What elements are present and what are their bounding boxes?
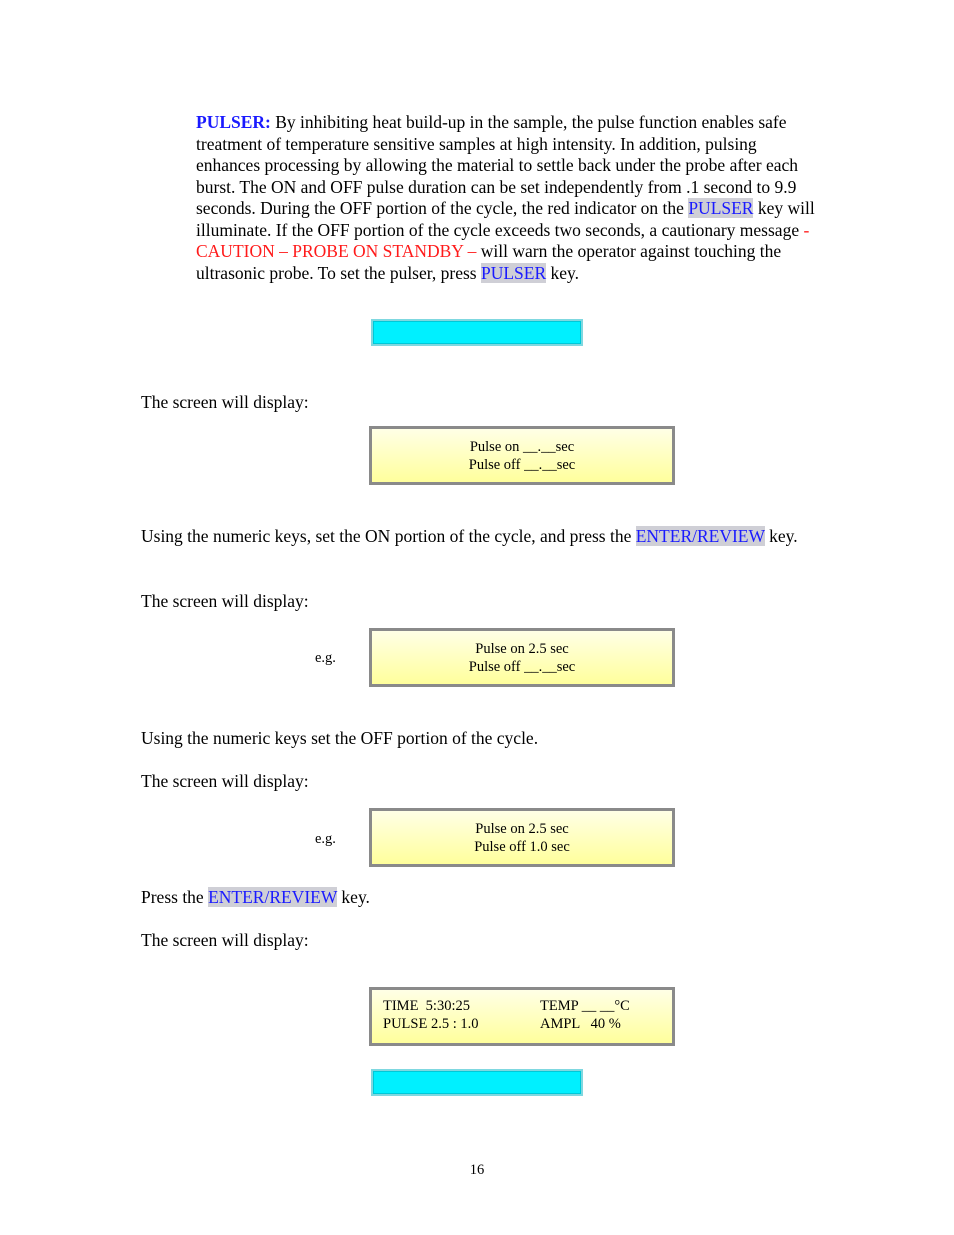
lcd1-line-2: Pulse off __.__sec	[468, 457, 576, 473]
enter-review-key-ref-1: ENTER/REVIEW	[635, 526, 765, 546]
lcd-display-3	[369, 808, 675, 867]
eg-label-2: e.g.	[315, 831, 336, 847]
instruction-set-on	[141, 526, 821, 548]
press-enter-text-2: key.	[337, 887, 370, 907]
press-enter-text-1: Press the	[141, 887, 209, 907]
page-number: 16	[469, 1162, 485, 1178]
lcd4-time: TIME 5:30:25	[383, 998, 470, 1014]
caution-message: - CAUTION – PROBE ON STANDBY –	[196, 219, 810, 261]
pulser-heading: PULSER:	[196, 112, 271, 132]
lcd4-pulse: PULSE 2.5 : 1.0	[383, 1016, 479, 1032]
screen-display-label-4: The screen will display:	[141, 930, 309, 950]
pulser-text-4: key.	[546, 262, 580, 283]
press-enter-instruction	[141, 887, 370, 909]
pulser-text-2: key will illuminate. If the OFF portion of the cycle exceeds two seconds, a cautionary message	[196, 198, 815, 240]
enter-review-key-ref-2: ENTER/REVIEW	[208, 887, 338, 907]
lcd4-temp: TEMP __ __°C	[540, 998, 630, 1014]
lcd2-line-2: Pulse off __.__sec	[468, 659, 576, 675]
pulser-text-1: By inhibiting heat build-up in the sample, the pulse function enables safe treatment of temperature sensitive samples at high intensity. In addition, pulsing enhances processing by allowing the material to settle back under the probe after each burst. The ON and OFF pulse duration can be set independently from .1 second to 9.9 seconds. During the OFF portion of the cycle, the red indicator on the	[196, 112, 799, 218]
pulser-description	[196, 112, 816, 284]
lcd3-line-1: Pulse on 2.5 sec	[475, 821, 569, 837]
screen-display-label-3: The screen will display:	[141, 771, 309, 791]
screen-display-label-1: The screen will display:	[141, 392, 309, 412]
lcd2-line-1: Pulse on 2.5 sec	[475, 641, 569, 657]
enter-review-key-graphic[interactable]	[371, 1069, 583, 1096]
lcd3-line-2: Pulse off 1.0 sec	[474, 839, 570, 855]
screen-display-label-2: The screen will display:	[141, 591, 309, 611]
pulser-text-3: will warn the operator against touching the ultrasonic probe. To set the pulser, press	[196, 241, 782, 283]
lcd-display-2	[369, 628, 675, 687]
pulser-key-ref-2: PULSER	[480, 262, 547, 283]
eg-label-1: e.g.	[315, 650, 336, 666]
lcd1-line-1: Pulse on __.__sec	[469, 439, 575, 455]
pulser-key-ref-1: PULSER	[688, 198, 754, 218]
instruction-on-text-2: key.	[764, 526, 798, 546]
pulser-key-graphic[interactable]	[371, 319, 583, 346]
instruction-on-text-1: Using the numeric keys, set the ON portion of the cycle, and press the	[141, 526, 636, 546]
lcd-display-1	[369, 426, 675, 485]
lcd4-ampl: AMPL 40 %	[540, 1016, 621, 1032]
instruction-set-off: Using the numeric keys set the OFF portion of the cycle.	[141, 728, 539, 748]
lcd-display-status	[369, 987, 675, 1046]
